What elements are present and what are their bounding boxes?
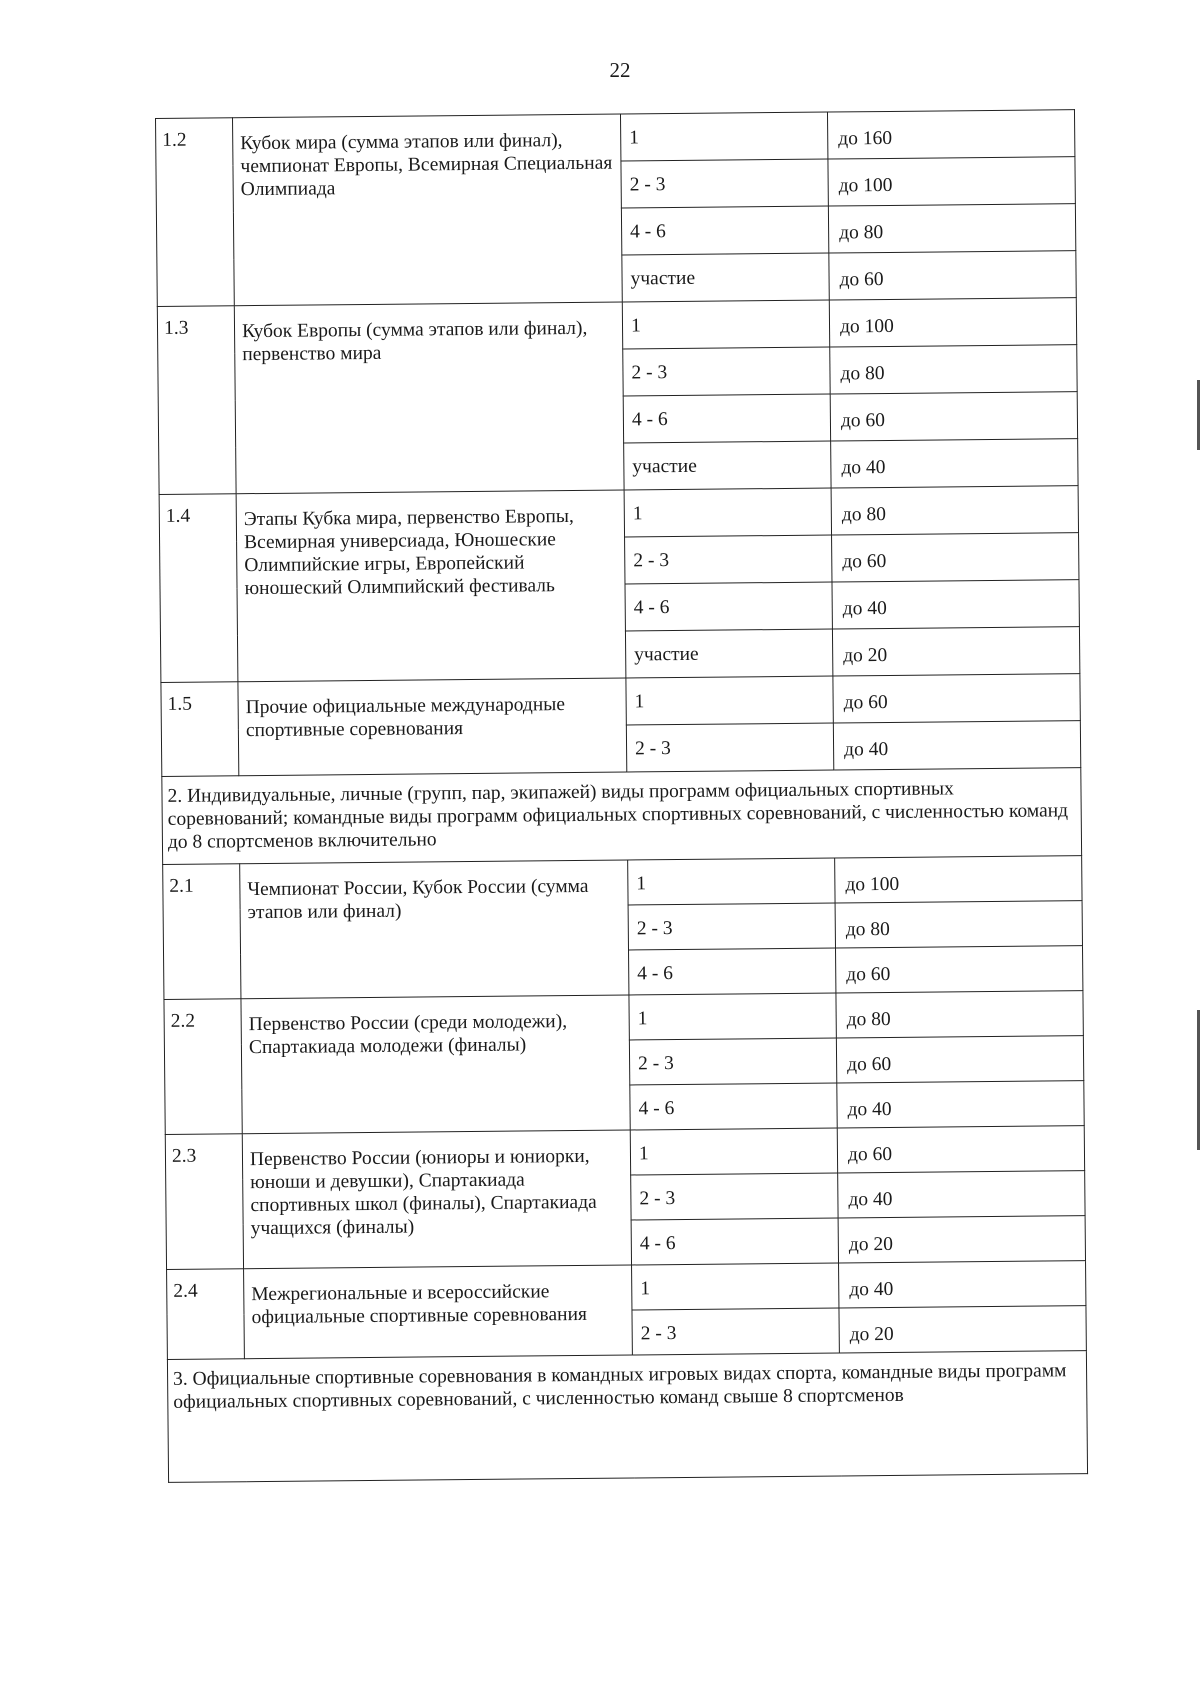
row-number: 2.1 xyxy=(163,864,241,1000)
section-2-heading: 2. Индивидуальные, личные (групп, пар, экипажей) виды программ официальных спортивных соревнований; командные виды программ официальных спортивных соревнований, с численностью команд до 8 спортсменов включительно xyxy=(162,768,1082,865)
competition-name: Первенство России (среди молодежи), Спартакиада молодежи (финалы) xyxy=(241,995,630,1134)
competition-name: Этапы Кубка мира, первенство Европы, Всемирная универсиада, Юношеские Олимпийские игры, Европейский юношеский Олимпийский фестиваль xyxy=(236,490,626,682)
points-cell: до 60 xyxy=(837,1126,1084,1173)
points-cell: до 60 xyxy=(829,251,1076,300)
points-cell: до 40 xyxy=(837,1081,1084,1128)
points-cell: до 100 xyxy=(829,298,1076,347)
place-cell: 2 - 3 xyxy=(628,903,835,950)
row-number: 1.4 xyxy=(159,494,238,683)
competition-name: Кубок Европы (сумма этапов или финал), первенство мира xyxy=(234,302,624,494)
points-cell: до 100 xyxy=(835,856,1082,903)
place-cell: участие xyxy=(625,629,832,678)
points-cell: до 60 xyxy=(835,946,1082,993)
place-cell: участие xyxy=(624,441,831,490)
place-cell: 1 xyxy=(630,1128,837,1175)
row-number: 1.5 xyxy=(161,682,239,777)
place-cell: 1 xyxy=(628,858,835,905)
row-number: 2.2 xyxy=(164,999,242,1135)
competition-name: Межрегиональные и всероссийские официальные спортивные соревнования xyxy=(244,1265,633,1359)
place-cell: 2 - 3 xyxy=(626,723,833,772)
points-cell: до 80 xyxy=(828,204,1075,253)
points-cell: до 40 xyxy=(838,1171,1085,1218)
points-cell: до 20 xyxy=(838,1216,1085,1263)
place-cell: 1 xyxy=(620,112,827,161)
place-cell: 2 - 3 xyxy=(629,1038,836,1085)
points-cell: до 20 xyxy=(839,1306,1086,1353)
place-cell: 4 - 6 xyxy=(621,206,828,255)
place-cell: 4 - 6 xyxy=(631,1218,838,1265)
place-cell: 1 xyxy=(622,300,829,349)
points-cell: до 80 xyxy=(830,345,1077,394)
points-cell: до 40 xyxy=(833,721,1080,770)
place-cell: 1 xyxy=(624,488,831,537)
points-cell: до 160 xyxy=(827,110,1074,159)
points-cell: до 60 xyxy=(836,1036,1083,1083)
points-cell: до 60 xyxy=(832,533,1079,582)
points-table xyxy=(155,109,1088,1483)
row-number: 2.3 xyxy=(165,1134,243,1270)
points-cell: до 40 xyxy=(831,439,1078,488)
competition-name: Первенство России (юниоры и юниорки, юноши и девушки), Спартакиада спортивных школ (финалы), Спартакиада учащихся (финалы) xyxy=(242,1130,631,1269)
place-cell: 1 xyxy=(632,1263,839,1310)
points-cell: до 80 xyxy=(831,486,1078,535)
points-cell: до 40 xyxy=(832,580,1079,629)
row-number: 1.3 xyxy=(157,306,236,495)
points-cell: до 60 xyxy=(830,392,1077,441)
place-cell: 2 - 3 xyxy=(632,1308,839,1355)
points-cell: до 60 xyxy=(833,674,1080,723)
section-header-row xyxy=(162,768,1082,865)
place-cell: 4 - 6 xyxy=(623,394,830,443)
points-cell: до 80 xyxy=(836,991,1083,1038)
points-cell: до 80 xyxy=(835,901,1082,948)
place-cell: 2 - 3 xyxy=(631,1173,838,1220)
row-number: 2.4 xyxy=(167,1269,245,1360)
place-cell: 2 - 3 xyxy=(623,347,830,396)
points-table-body xyxy=(156,110,1088,1483)
points-cell: до 100 xyxy=(828,157,1075,206)
competition-name: Кубок мира (сумма этапов или финал), чемпионат Европы, Всемирная Специальная Олимпиада xyxy=(233,114,623,306)
row-number: 1.2 xyxy=(156,118,235,307)
section-header-row xyxy=(167,1351,1087,1483)
page-number: 22 xyxy=(609,58,631,82)
competition-name: Прочие официальные международные спортивные соревнования xyxy=(238,678,627,776)
place-cell: 4 - 6 xyxy=(629,948,836,995)
place-cell: 2 - 3 xyxy=(625,535,832,584)
place-cell: 4 - 6 xyxy=(630,1083,837,1130)
competition-name: Чемпионат России, Кубок России (сумма этапов или финал) xyxy=(240,860,629,999)
place-cell: участие xyxy=(622,253,829,302)
place-cell: 1 xyxy=(629,993,836,1040)
place-cell: 2 - 3 xyxy=(621,159,828,208)
points-cell: до 40 xyxy=(839,1261,1086,1308)
section-3-heading: 3. Официальные спортивные соревнования в командных игровых видах спорта, командные виды программ официальных спортивных соревнований, с численностью команд свыше 8 спортсменов xyxy=(167,1351,1087,1483)
document-sheet xyxy=(155,109,1088,1483)
place-cell: 4 - 6 xyxy=(625,582,832,631)
points-cell: до 20 xyxy=(832,627,1079,676)
place-cell: 1 xyxy=(626,676,833,725)
